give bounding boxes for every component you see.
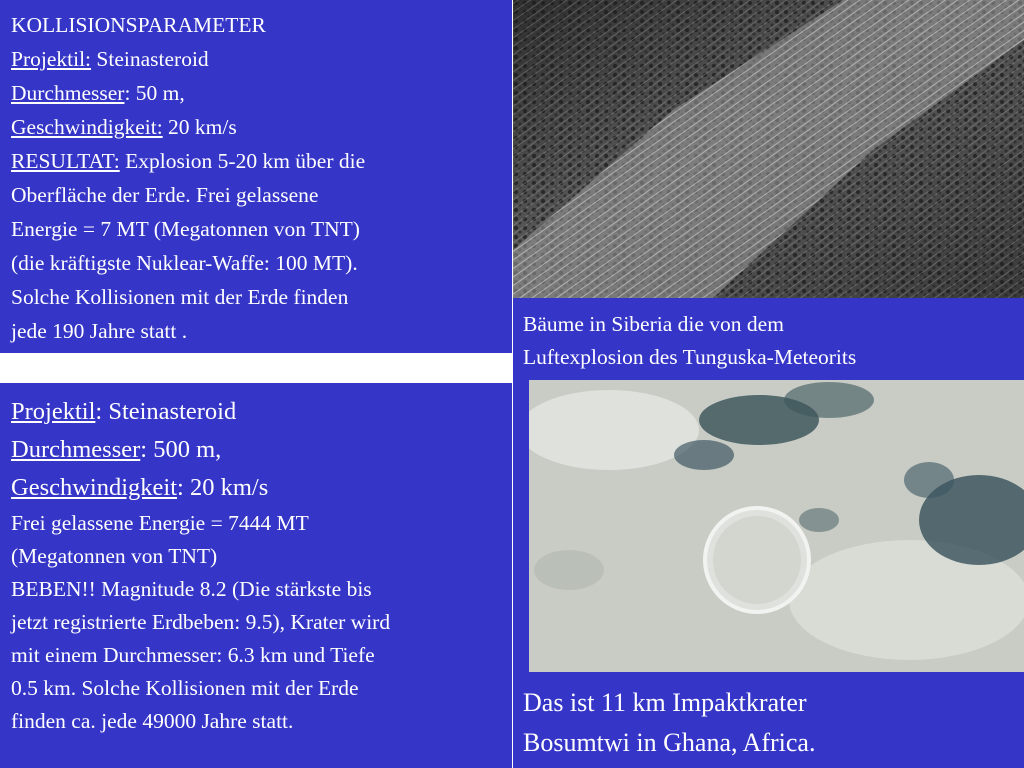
result-text-line: Oberfläche der Erde. Frei gelassene bbox=[11, 183, 319, 207]
projectile-value: Steinasteroid bbox=[91, 47, 209, 71]
diameter-label: Durchmesser bbox=[11, 81, 125, 105]
result-row bbox=[11, 144, 502, 178]
result-text-line: (die kräftigste Nuklear-Waffe: 100 MT). bbox=[11, 251, 358, 275]
speed-value: : 20 km/s bbox=[177, 474, 269, 501]
body-text-line: (Megatonnen von TNT) bbox=[11, 544, 218, 568]
diameter-value: : 500 m, bbox=[140, 436, 222, 463]
result-text-line: Energie = 7 MT (Megatonnen von TNT) bbox=[11, 217, 360, 241]
result-text-line: Explosion 5-20 km über die bbox=[119, 149, 366, 173]
tunguska-caption bbox=[523, 308, 856, 374]
bosumtwi-crater-photo bbox=[529, 380, 1024, 672]
panel-heading: KOLLISIONSPARAMETER bbox=[11, 13, 266, 37]
body-text-line: Frei gelassene Energie = 7444 MT bbox=[11, 511, 309, 535]
body-text-line: BEBEN!! Magnitude 8.2 (Die stärkste bis bbox=[11, 577, 372, 601]
tunguska-forest-photo bbox=[513, 0, 1024, 298]
projectile-label: Projektil: bbox=[11, 47, 92, 71]
speed-row bbox=[11, 469, 502, 507]
caption-line: Bosumtwi in Ghana, Africa. bbox=[523, 728, 816, 757]
collision-parameters-500m-panel bbox=[0, 383, 512, 768]
images-panel bbox=[513, 0, 1024, 768]
projectile-value: : Steinasteroid bbox=[95, 398, 237, 425]
body-text-line: finden ca. jede 49000 Jahre statt. bbox=[11, 709, 294, 733]
body-text-line: mit einem Durchmesser: 6.3 km und Tiefe bbox=[11, 643, 375, 667]
collision-parameters-50m-panel bbox=[0, 0, 512, 353]
speed-label: Geschwindigkeit bbox=[11, 474, 178, 501]
diameter-label: Durchmesser bbox=[11, 436, 141, 463]
speed-value: 20 km/s bbox=[162, 115, 237, 139]
bosumtwi-caption bbox=[523, 683, 815, 763]
result-text-line: Solche Kollisionen mit der Erde finden bbox=[11, 285, 349, 309]
projectile-row bbox=[11, 42, 502, 76]
caption-line: Bäume in Siberia die von dem bbox=[523, 312, 784, 336]
projectile-label: Projektil bbox=[11, 398, 96, 425]
speed-label: Geschwindigkeit: bbox=[11, 115, 163, 139]
diameter-value: : 50 m, bbox=[124, 81, 185, 105]
speed-row bbox=[11, 110, 502, 144]
projectile-row bbox=[11, 393, 502, 431]
caption-line: Das ist 11 km Impaktkrater bbox=[523, 688, 807, 717]
body-text-line: 0.5 km. Solche Kollisionen mit der Erde bbox=[11, 676, 359, 700]
result-label: RESULTAT: bbox=[11, 149, 120, 173]
diameter-row bbox=[11, 431, 502, 469]
diameter-row bbox=[11, 76, 502, 110]
body-text-line: jetzt registrierte Erdbeben: 9.5), Krater wird bbox=[11, 610, 391, 634]
result-text-line: jede 190 Jahre statt . bbox=[11, 319, 188, 343]
caption-line: Luftexplosion des Tunguska-Meteorits bbox=[523, 345, 857, 369]
